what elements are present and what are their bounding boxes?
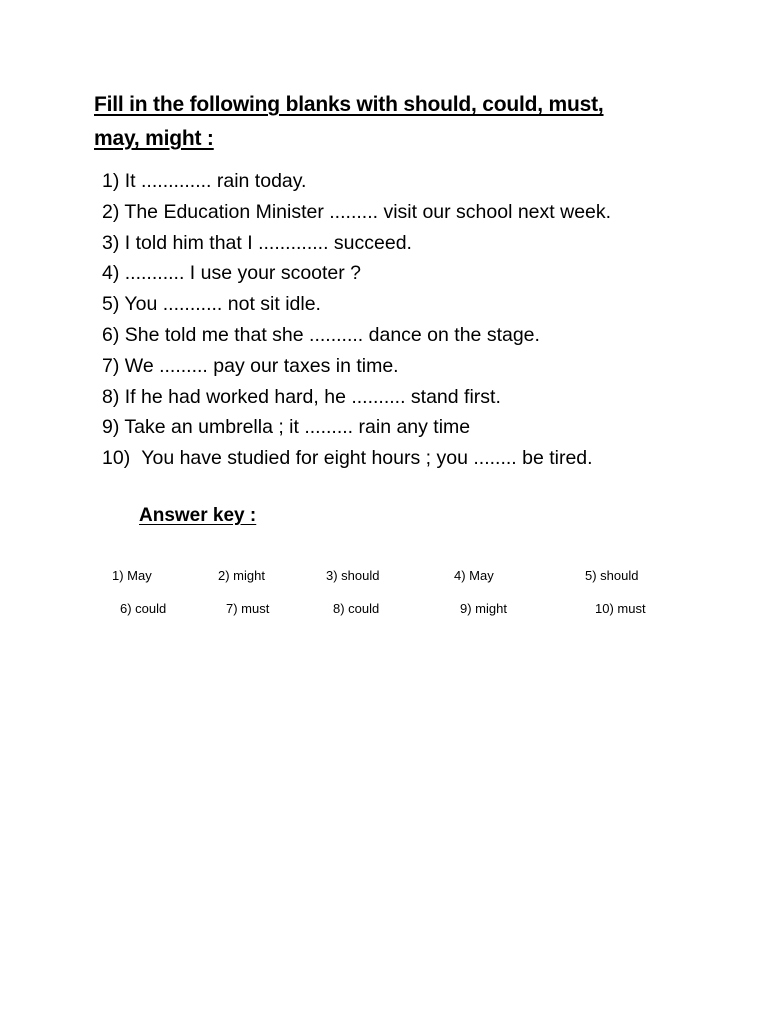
question-item [102, 289, 722, 320]
answer-3: 3) should [326, 568, 380, 583]
answer-10: 10) must [595, 601, 646, 616]
question-number: 2) [102, 200, 120, 223]
question-number: 6) [102, 323, 120, 346]
heading-line-1: Fill in the following blanks with should, could, must, [94, 93, 604, 116]
answer-4: 4) May [454, 568, 494, 583]
answer-5: 5) should [585, 568, 639, 583]
question-text: The Education Minister ......... visit our school next week. [124, 200, 612, 223]
answer-9: 9) might [460, 601, 507, 616]
worksheet-heading [94, 88, 694, 156]
question-number: 8) [102, 385, 120, 408]
answer-6: 6) could [120, 601, 167, 616]
answer-8: 8) could [333, 601, 380, 616]
question-text: It ............. rain today. [124, 170, 307, 192]
question-text: She told me that she .......... dance on the stage. [124, 323, 540, 346]
question-item [102, 258, 722, 289]
question-text: You ........... not sit idle. [124, 293, 321, 316]
question-number: 3) [102, 231, 120, 254]
question-text: Take an umbrella ; it ......... rain any time [124, 416, 471, 439]
question-item [102, 443, 722, 474]
question-item [102, 166, 722, 197]
question-item [102, 197, 722, 228]
question-text: If he had worked hard, he .......... stand first. [124, 385, 501, 408]
question-item [102, 412, 722, 443]
question-item [102, 228, 722, 259]
question-item [102, 351, 722, 382]
answer-2: 2) might [218, 568, 265, 583]
question-text: ........... I use your scooter ? [124, 262, 362, 285]
question-item [102, 382, 722, 413]
question-text: I told him that I ............. succeed. [124, 231, 412, 254]
question-number: 10) [102, 447, 131, 470]
question-item [102, 320, 722, 351]
question-number: 4) [102, 262, 120, 285]
question-number: 1) [102, 170, 120, 192]
answer-key-title: Answer key : [139, 505, 257, 526]
question-list [102, 166, 722, 474]
question-number: 9) [102, 416, 120, 439]
question-text: We ......... pay our taxes in time. [124, 354, 399, 377]
question-number: 5) [102, 293, 120, 316]
question-number: 7) [102, 354, 120, 377]
question-text: You have studied for eight hours ; you ........ be tired. [141, 447, 593, 470]
heading-line-2: may, might : [94, 127, 214, 150]
answer-1: 1) May [112, 568, 152, 583]
answer-7: 7) must [226, 601, 270, 616]
